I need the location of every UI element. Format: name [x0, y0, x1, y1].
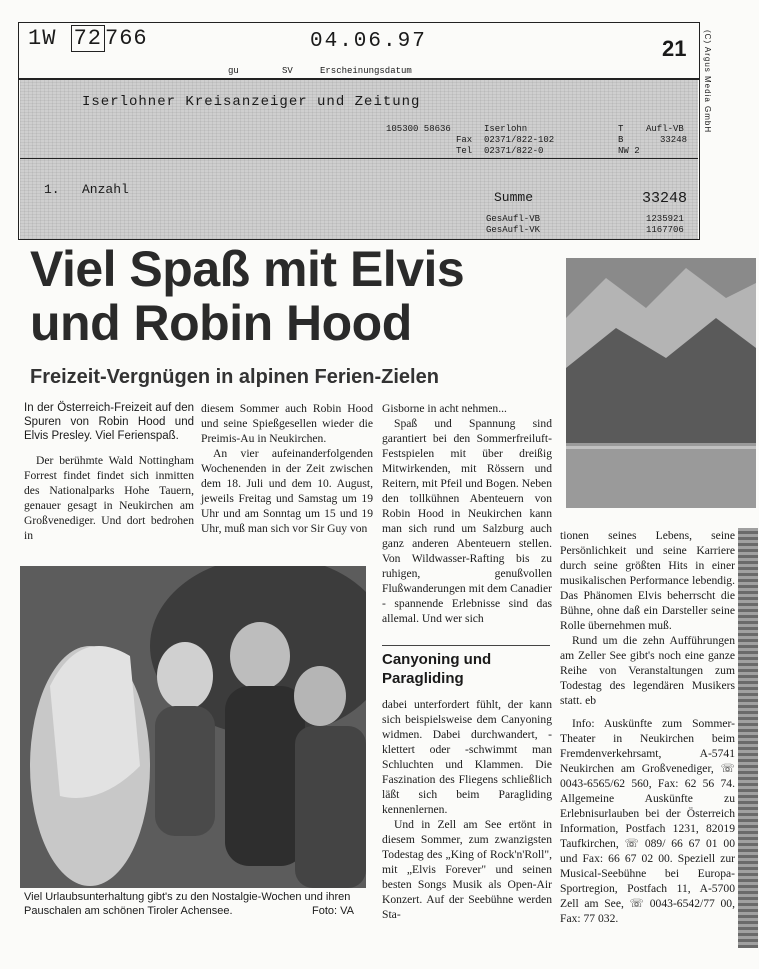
horse-photo-illustration — [20, 566, 366, 888]
crosshead: Canyoning und Paragliding — [382, 645, 550, 688]
code-box: 72 — [71, 25, 105, 52]
paragraph-5: Spaß und Spannung sind garantiert bei den Sommerfreiluft-Festspielen mit über dreißig Mitwirkenden, mit Rössern und Reitern, mit Pfeil und Bogen. Neben den tollkühnen Abenteuern von Robin Hood in Neukirchen kann man sich rund um Salzburg auch ganz anderen Abenteuern stellen. Von Wildwasser-Rafting bis zu ruhigen, genußvollen Flußwanderungen mit dem Canadier - spannende Erlebnisse sind das allemal. Und wer sich — [382, 417, 552, 625]
info-box — [560, 716, 735, 926]
column-1 — [24, 401, 194, 543]
headline-line-1: Viel Spaß mit Elvis — [30, 241, 465, 297]
gu-label: gu — [228, 66, 239, 76]
ges-vk-value: 1167706 — [646, 225, 684, 235]
column-4 — [560, 528, 735, 708]
photo-credit: Foto: VA — [312, 905, 354, 917]
intro-text: In der Österreich-Freizeit auf den Spuren von Robin Hood und Elvis Presley. Viel Ferienspaß. — [24, 402, 194, 442]
adjacent-photo-edge — [738, 528, 758, 948]
count-number: 1. — [44, 182, 60, 197]
clipping-code — [28, 26, 148, 51]
tel-number: 02371/822-0 — [484, 146, 544, 156]
code-suffix: 766 — [105, 26, 148, 51]
mountain-lake-photo — [566, 258, 756, 508]
mountain-lake-illustration — [566, 258, 756, 508]
ges-vb-label: GesAufl-VB — [486, 214, 541, 224]
paragraph-2: diesem Sommer auch Robin Hood und seine Spießgesellen wieder die Preimis-Au in Neukirchen. — [201, 402, 373, 445]
date-label: Erscheinungsdatum — [320, 66, 412, 76]
sum-value: 33248 — [642, 190, 688, 207]
sv-label: SV — [282, 66, 293, 76]
tel-label: Tel — [456, 146, 473, 156]
paragraph-7: Und in Zell am See ertönt in diesem Sommer, zum zwanzigsten Todestag des „King of Rock'n'Roll", mit „Elvis Forever" und seinen besten Songs Musik als Open-Air Konzert. Auf der Seebühne werden Sta- — [382, 818, 552, 921]
ges-vk-label: GesAufl-VK — [486, 225, 541, 235]
nw-label: NW 2 — [618, 146, 640, 156]
publication-date: 04.06.97 — [310, 30, 427, 53]
ges-vb-value: 1235921 — [646, 214, 684, 224]
paragraph-9: Rund um die zehn Aufführungen am Zeller See gibt's noch eine ganze Reihe von Veranstaltungen zum Todestag des legendären Musikers statt. eb — [560, 634, 735, 707]
code-prefix: 1W — [28, 26, 57, 51]
copyright-credit: (C) Argus Media GmbH — [703, 30, 712, 134]
count-label: Anzahl — [82, 182, 129, 197]
fax-label: Fax — [456, 135, 473, 145]
publication-city: Iserlohn — [484, 124, 528, 134]
count-band — [20, 158, 698, 239]
sum-label: Summe — [494, 190, 534, 205]
aufl-vb-label: Aufl-VB — [646, 124, 684, 134]
info-text: Info: Auskünfte zum Sommer-Theater in Neukirchen beim Fremdenverkehrsamt, A-5741 Neukirchen am Großvenediger, ☏ 0043-6565/62 560, Fax: 62 56 74. Allgemeine Auskünfte zu Erlebnisurlauben bei der Österreich Information, Postfach 1231, 82019 Taufkirchen, ☏ 089/ 66 67 01 00 und Fax: 66 67 02 00. Speziell zur Musical-Seebühne bei Europa-Sportregion, Postfach 11, A-5700 Zell am See, ☏ 0043-6542/77 00, Fax: 77 032. — [560, 717, 735, 925]
paragraph-1: Der berühmte Wald Nottingham Forrest findet findet sich inmitten des Nationalparks Hohe Tauern, genauer gesagt in Neukirchen am Großvenediger. Und dort bedrohen in — [24, 454, 194, 542]
subheadline: Freizeit-Vergnügen in alpinen Ferien-Zielen — [30, 366, 439, 388]
publication-ids: 105300 58636 — [386, 124, 451, 134]
headline — [30, 242, 570, 350]
paragraph-3: An vier aufeinanderfolgenden Wochenenden in der Zeit zwischen dem 18. Juli und dem 10. August, jeweils Freitag und Samstag um 19 Uhr und am Sonntag um 15 und 19 Uhr, muß man sich vor Sir Guy von — [201, 447, 373, 535]
column-3-continued — [382, 697, 552, 922]
publication-name: Iserlohner Kreisanzeiger und Zeitung — [82, 94, 421, 110]
column-3 — [382, 401, 552, 626]
page-number: 21 — [662, 36, 687, 61]
paragraph-4: Gisborne in acht nehmen... — [382, 402, 507, 415]
t-label: T — [618, 124, 624, 134]
publication-band — [20, 80, 698, 158]
headline-line-2: und Robin Hood — [30, 295, 412, 351]
horse-photo — [20, 566, 366, 888]
photo-caption: Viel Urlaubsunterhaltung gibt's zu den Nostalgie-Wochen und ihren Pauschalen am schönen Tiroler Achensee. — [24, 891, 351, 917]
column-2 — [201, 401, 373, 536]
aufl-vb-value: 33248 — [660, 135, 688, 145]
b-label: B — [618, 135, 624, 145]
paragraph-6: dabei unterfordert fühlt, der kann sich beispielsweise dem Canyoning widmen. Dabei durchwandert, -klettert oder -schwimmt man Schluchten und Klammen. Die Faszination des Fliegens schließlich läßt sich beim Paragliding kennenlernen. — [382, 698, 552, 816]
paragraph-8: tionen seines Lebens, seine Persönlichkeit und seine Karriere durch seine größten Hits in einer musikalischen Performance lebendig. Das Phänomen Elvis beherrscht die Bühne, ohne daß ein Darsteller seine Rolle übernehmen muß. — [560, 529, 735, 632]
fax-number: 02371/822-102 — [484, 135, 555, 145]
